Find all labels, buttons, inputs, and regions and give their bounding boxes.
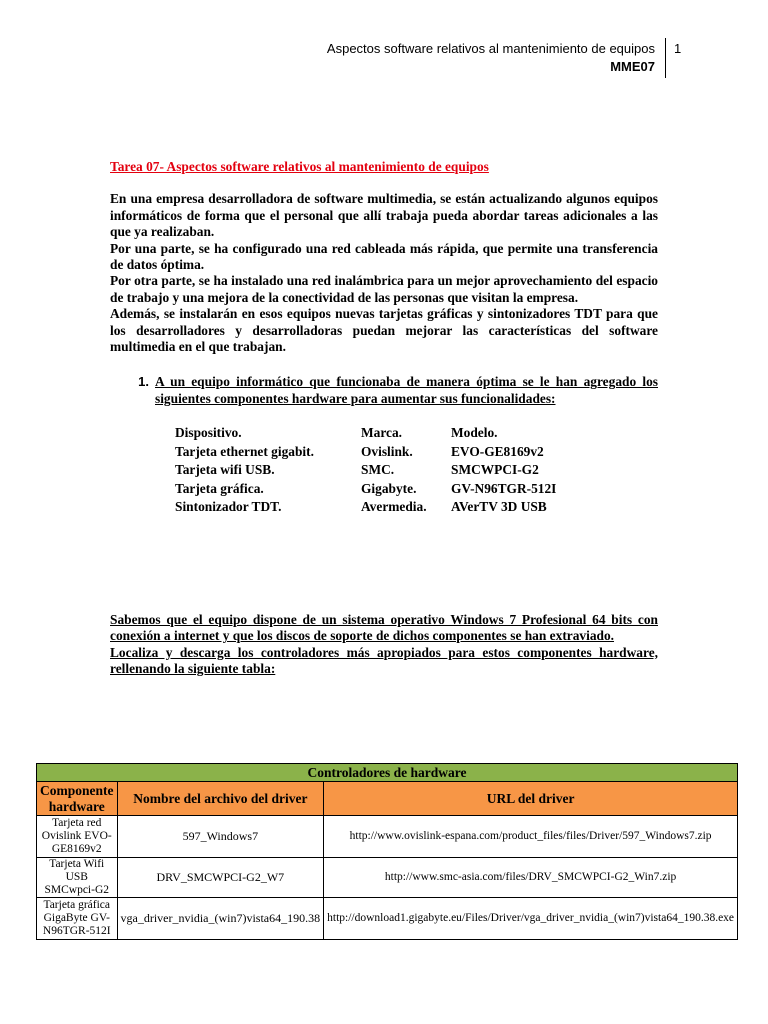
device-header-row xyxy=(175,424,658,443)
driver-filename-cell: vga_driver_nvidia_(win7)vista64_190.38 xyxy=(117,898,324,940)
device-model: GV-N96TGR-512I xyxy=(451,480,557,496)
intro-paragraph: En una empresa desarrolladora de software multimedia, se están actualizando algunos equipos informáticos de forma que el personal que allí trabaja pueda abordar tareas adicionales a las que ya realizaban. xyxy=(110,191,658,240)
device-model: SMCWPCI-G2 xyxy=(451,462,539,478)
question-number: 1. xyxy=(138,374,149,390)
table-row xyxy=(37,858,738,898)
task-title: Tarea 07- Aspectos software relativos al mantenimiento de equipos xyxy=(110,159,489,174)
driver-filename-cell: 597_Windows7 xyxy=(117,816,324,858)
device-model: AVerTV 3D USB xyxy=(451,499,547,515)
intro-paragraph: Por otra parte, se ha instalado una red inalámbrica para un mejor aprovechamiento del espacio de trabajo y una mejora de la conectividad de las personas que visitan la empresa. xyxy=(110,273,658,305)
table-row xyxy=(37,816,738,858)
device-name: Tarjeta wifi USB. xyxy=(175,462,275,478)
driver-url-cell: http://download1.gigabyte.eu/Files/Driver/vga_driver_nvidia_(win7)vista64_190.38.exe xyxy=(324,898,738,940)
instruction-paragraph: Localiza y descarga los controladores más apropiados para estos componentes hardware, rellenando la siguiente tabla: xyxy=(110,644,658,676)
table-row xyxy=(37,898,738,940)
model-header: Modelo. xyxy=(451,425,498,441)
device-name: Tarjeta gráfica. xyxy=(175,480,264,496)
column-header: Nombre del archivo del driver xyxy=(117,782,324,816)
device-model: EVO-GE8169v2 xyxy=(451,443,544,459)
device-list xyxy=(175,424,658,517)
component-cell: Tarjeta red Ovislink EVO-GE8169v2 xyxy=(37,816,118,858)
component-cell: Tarjeta gráfica GigaByte GV-N96TGR-512I xyxy=(37,898,118,940)
brand-header: Marca. xyxy=(361,425,403,441)
header-divider xyxy=(665,38,666,78)
device-brand: Ovislink. xyxy=(361,443,413,459)
driver-filename-cell: DRV_SMCWPCI-G2_W7 xyxy=(117,858,324,898)
driver-url-cell: http://www.ovislink-espana.com/product_files/files/Driver/597_Windows7.zip xyxy=(324,816,738,858)
device-brand: Gigabyte. xyxy=(361,480,417,496)
column-header: Componente hardware xyxy=(37,782,118,816)
header-code: MME07 xyxy=(610,59,655,74)
device-name: Sintonizador TDT. xyxy=(175,499,282,515)
driver-url-cell: http://www.smc-asia.com/files/DRV_SMCWPCI-G2_Win7.zip xyxy=(324,858,738,898)
device-brand: SMC. xyxy=(361,462,395,478)
device-row xyxy=(175,461,658,480)
device-name: Tarjeta ethernet gigabit. xyxy=(175,443,314,459)
page-number: 1 xyxy=(674,41,682,56)
question-text: A un equipo informático que funcionaba de manera óptima se le han agregado los siguientes componentes hardware para aumentar sus funcionalidades: xyxy=(155,374,658,406)
question-1 xyxy=(110,374,658,407)
component-cell: Tarjeta Wifi USB SMCwpci-G2 xyxy=(37,858,118,898)
table-header-row xyxy=(37,782,738,816)
device-row xyxy=(175,498,658,517)
instruction-paragraph: Sabemos que el equipo dispone de un sistema operativo Windows 7 Profesional 64 bits con conexión a internet y que los discos de soporte de dichos componentes se han extraviado. xyxy=(110,611,658,644)
intro-paragraph: Por una parte, se ha configurado una red cableada más rápida, que permite una transferencia de datos óptima. xyxy=(110,240,658,273)
table-caption: Controladores de hardware xyxy=(37,764,738,782)
device-row xyxy=(175,480,658,499)
intro-paragraph: Además, se instalarán en esos equipos nuevas tarjetas gráficas y sintonizadores TDT para que los desarrolladores y desarrolladoras puedan mejorar las características del software multimedia en el que trabajan. xyxy=(110,306,658,355)
device-row xyxy=(175,443,658,462)
drivers-table xyxy=(36,763,738,940)
header-doc-title: Aspectos software relativos al mantenimiento de equipos xyxy=(326,41,655,56)
document-body xyxy=(110,159,658,677)
column-header: URL del driver xyxy=(324,782,738,816)
device-brand: Avermedia. xyxy=(361,499,427,515)
device-header: Dispositivo. xyxy=(175,425,242,441)
page-header xyxy=(215,40,655,76)
